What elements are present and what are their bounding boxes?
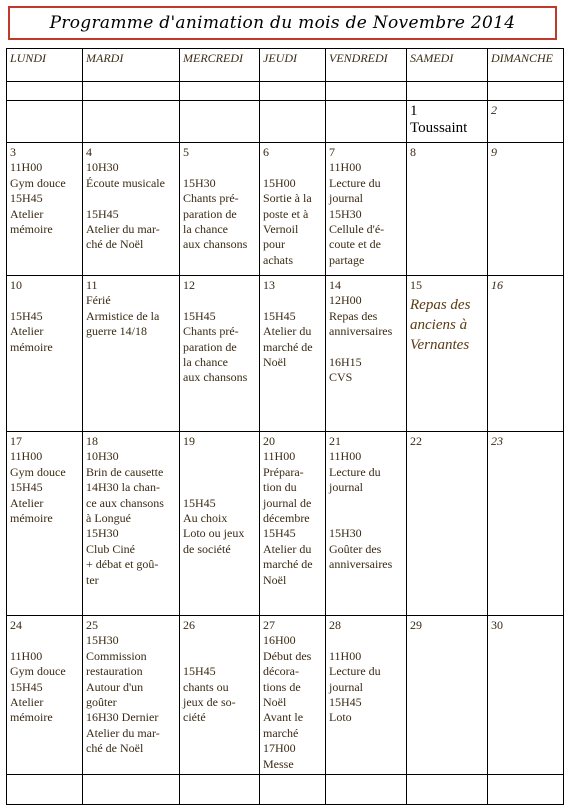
day-header-wednesday: MERCREDI xyxy=(180,49,260,82)
day-cell xyxy=(260,143,326,276)
day-cell xyxy=(488,143,564,276)
empty-cell xyxy=(180,82,260,101)
event-line: Repas des xyxy=(329,308,378,323)
empty-cell xyxy=(260,82,326,101)
day-cell xyxy=(180,432,260,616)
event-line: Atelier du xyxy=(263,541,312,556)
empty-cell xyxy=(260,775,326,805)
event-line: 11H00 xyxy=(10,449,43,464)
header-row xyxy=(7,49,564,82)
day-number: 26 xyxy=(183,618,195,632)
event-line: partage xyxy=(329,252,365,267)
event-line: Cellule d'é- xyxy=(329,222,385,237)
day-header-friday: VENDREDI xyxy=(326,49,407,82)
day-header-sunday: DIMANCHE xyxy=(488,49,564,82)
blank-line xyxy=(183,449,256,464)
event-line: 15H45 xyxy=(183,308,216,323)
day-number: 27 xyxy=(263,618,275,632)
event-line: Commission xyxy=(86,648,147,663)
day-number: 24 xyxy=(10,618,22,632)
event-line: 10H30 xyxy=(86,449,119,464)
day-number: 19 xyxy=(183,434,195,448)
blank-line xyxy=(183,633,256,648)
event-line: 15H45 xyxy=(10,308,43,323)
event-line: Club Ciné xyxy=(86,541,136,556)
event-line: Noël xyxy=(263,572,287,587)
event-line: Noël xyxy=(263,695,287,710)
calendar-table xyxy=(6,48,564,805)
holiday-label: Toussaint xyxy=(410,120,468,136)
day-header-monday: LUNDI xyxy=(7,49,83,82)
event-line: Armistice de la xyxy=(86,308,160,323)
event-line: Goûter des xyxy=(329,541,382,556)
event-line: ce aux chansons xyxy=(86,495,164,510)
event-line: 15H45 xyxy=(86,206,119,221)
event-line: Noël xyxy=(263,355,287,370)
event-line: Loto ou jeux xyxy=(183,526,245,541)
empty-cell xyxy=(7,775,83,805)
event-line: anniversaires xyxy=(329,557,393,572)
event-line: + débat et goû- xyxy=(86,557,159,572)
event-line: Atelier xyxy=(10,324,44,339)
event-line: Autour d'un xyxy=(86,679,144,694)
day-number: 16 xyxy=(491,278,503,292)
event-line: achats xyxy=(263,252,293,267)
event-line: 11H00 xyxy=(263,449,296,464)
day-header-thursday: JEUDI xyxy=(260,49,326,82)
event-line: marché de xyxy=(263,557,313,572)
event-line: journal de xyxy=(263,495,312,510)
event-line: 15H45 xyxy=(263,526,296,541)
day-cell xyxy=(83,432,180,616)
event-line: 15H45 xyxy=(10,191,43,206)
blank-line xyxy=(329,496,403,511)
event-line: Atelier xyxy=(10,495,44,510)
day-number: 8 xyxy=(410,145,416,159)
event-line: mémoire xyxy=(10,511,53,526)
event-line: journal xyxy=(329,480,363,495)
event-line: marché xyxy=(263,725,299,740)
event-line: mémoire xyxy=(10,339,53,354)
day-cell xyxy=(488,432,564,616)
event-line: 17H00 xyxy=(263,741,296,756)
event-text: Repas des anciens à Vernantes xyxy=(410,297,471,354)
event-line: 10H30 xyxy=(86,160,119,175)
empty-cell xyxy=(7,82,83,101)
event-line: 15H30 xyxy=(86,633,119,648)
event-line: Atelier du mar- xyxy=(86,222,160,237)
day-cell xyxy=(260,276,326,432)
event-line: Gym douce xyxy=(10,175,66,190)
day-cell xyxy=(260,432,326,616)
event-line: 15H45 xyxy=(329,695,362,710)
day-number: 11 xyxy=(86,278,98,292)
event-line: Gym douce xyxy=(10,664,66,679)
event-line: Sortie à la xyxy=(263,191,312,206)
blank-line xyxy=(263,293,322,308)
event-line: la chance xyxy=(183,355,228,370)
event-line: 11H00 xyxy=(329,449,362,464)
day-cell-1 xyxy=(407,101,488,143)
event-line: mémoire xyxy=(10,710,53,725)
event-line: paration de xyxy=(183,339,237,354)
event-line: Chants pré- xyxy=(183,191,239,206)
day-cell xyxy=(7,616,83,775)
day-number: 9 xyxy=(491,145,497,159)
day-cell-2 xyxy=(488,101,564,143)
day-cell xyxy=(407,432,488,616)
event-line: poste et à xyxy=(263,206,309,221)
day-cell xyxy=(180,143,260,276)
event-line: 15H45 xyxy=(263,308,296,323)
day-number: 7 xyxy=(329,145,335,159)
event-line: jeux de so- xyxy=(183,695,236,709)
event-line: 15H00 xyxy=(263,175,296,190)
event-line: journal xyxy=(329,191,363,206)
event-line: 16H15 xyxy=(329,355,362,370)
day-cell xyxy=(326,276,407,432)
day-number: 14 xyxy=(329,278,341,292)
empty-cell xyxy=(326,775,407,805)
day-cell-15 xyxy=(407,276,488,432)
event-line: Prépara- xyxy=(263,464,304,479)
event-line: 11H00 xyxy=(10,160,43,175)
blank-line xyxy=(329,633,403,648)
empty-cell xyxy=(83,82,180,101)
event-line: Férié xyxy=(86,293,111,308)
event-line: marché de xyxy=(263,339,313,354)
event-line: anniversaires xyxy=(329,324,393,339)
event-line: Vernoil xyxy=(263,222,299,237)
day-header-saturday: SAMEDI xyxy=(407,49,488,82)
spacer-row-bottom xyxy=(7,775,564,805)
event-line: Loto xyxy=(329,710,352,725)
event-line: la chance xyxy=(183,222,228,237)
spacer-row xyxy=(7,82,564,101)
event-line: coute et de xyxy=(329,237,381,252)
event-line: Messe xyxy=(263,756,294,771)
event-line: Chants pré- xyxy=(183,324,239,339)
event-line: Lecture du xyxy=(329,464,381,479)
empty-cell xyxy=(260,101,326,143)
event-line: aux chansons xyxy=(183,237,248,252)
event-line: 16H00 xyxy=(263,633,296,648)
event-line: CVS xyxy=(329,370,353,385)
event-line: Lecture du xyxy=(329,175,381,190)
event-line: ché de Noël xyxy=(86,237,144,252)
event-line: décora- xyxy=(263,664,299,679)
event-line: tions de xyxy=(263,679,301,694)
day-cell xyxy=(326,616,407,775)
day-cell xyxy=(83,616,180,775)
blank-line xyxy=(183,480,256,495)
day-cell xyxy=(180,276,260,432)
event-line: 14H30 la chan- xyxy=(86,480,160,495)
event-line: chants ou xyxy=(183,679,229,694)
blank-line xyxy=(183,160,256,175)
event-line: 16H30 Dernier xyxy=(86,710,159,725)
day-number: 25 xyxy=(86,618,98,632)
week-row-1 xyxy=(7,143,564,276)
day-cell xyxy=(180,616,260,775)
week-row-0 xyxy=(7,101,564,143)
event-line: 12H00 xyxy=(329,293,362,308)
empty-cell xyxy=(326,101,407,143)
day-number: 20 xyxy=(263,434,275,448)
day-number: 4 xyxy=(86,145,92,159)
event-line: aux chansons xyxy=(183,370,248,385)
week-row-4 xyxy=(7,616,564,775)
event-line: ciété xyxy=(183,710,206,725)
day-number: 1 xyxy=(410,103,418,119)
event-line: goûter xyxy=(86,695,117,710)
day-number: 12 xyxy=(183,278,195,292)
day-header-tuesday: MARDI xyxy=(83,49,180,82)
empty-cell xyxy=(7,101,83,143)
event-line: paration de xyxy=(183,206,237,221)
week-row-3 xyxy=(7,432,564,616)
day-number: 2 xyxy=(491,103,497,117)
event-line: 15H30 xyxy=(329,526,362,541)
day-number: 13 xyxy=(263,278,275,292)
blank-line xyxy=(329,340,403,355)
event-line: 11H00 xyxy=(10,648,43,663)
event-line: à Longué xyxy=(86,511,131,526)
empty-cell xyxy=(407,775,488,805)
day-number: 21 xyxy=(329,434,341,448)
day-number: 29 xyxy=(410,618,422,632)
empty-cell xyxy=(83,101,180,143)
empty-cell xyxy=(488,82,564,101)
empty-cell xyxy=(180,775,260,805)
event-line: guerre 14/18 xyxy=(86,324,147,339)
event-line: 15H45 xyxy=(10,480,43,495)
event-line: journal xyxy=(329,679,363,694)
day-number: 17 xyxy=(10,434,22,448)
day-number: 28 xyxy=(329,618,341,632)
day-cell xyxy=(326,143,407,276)
event-line: 15H30 xyxy=(183,175,216,190)
event-line: Lecture du xyxy=(329,664,381,679)
blank-line xyxy=(183,293,256,308)
day-number: 5 xyxy=(183,145,189,159)
day-cell xyxy=(260,616,326,775)
day-cell xyxy=(488,616,564,775)
event-line: 15H45 xyxy=(10,679,43,694)
blank-line xyxy=(183,465,256,480)
event-line: 15H30 xyxy=(86,526,119,541)
blank-line xyxy=(10,293,79,308)
event-line: ché de Noël xyxy=(86,741,144,756)
day-cell xyxy=(83,276,180,432)
day-number: 10 xyxy=(10,278,22,292)
empty-cell xyxy=(407,82,488,101)
blank-line xyxy=(263,160,322,175)
day-cell xyxy=(7,276,83,432)
event-line: mémoire xyxy=(10,222,53,237)
title-box xyxy=(8,6,557,40)
empty-cell xyxy=(180,101,260,143)
event-line: Atelier xyxy=(10,695,44,710)
event-line: 11H00 xyxy=(329,160,362,175)
day-cell xyxy=(407,616,488,775)
blank-line xyxy=(183,649,256,664)
event-line: restauration xyxy=(86,664,143,679)
day-number: 15 xyxy=(410,278,422,292)
event-line: 15H45 xyxy=(183,495,216,510)
event-line: 15H45 xyxy=(183,664,216,679)
event-line: décembre xyxy=(263,511,310,526)
event-line: pour xyxy=(263,237,285,252)
event-line: Avant le xyxy=(263,710,304,725)
event-line: 15H30 xyxy=(329,206,362,221)
day-number: 6 xyxy=(263,145,269,159)
event-line: Début des xyxy=(263,648,312,663)
week-row-2 xyxy=(7,276,564,432)
blank-line xyxy=(86,191,176,206)
blank-line xyxy=(10,633,79,648)
event-line: Atelier xyxy=(10,206,44,221)
empty-cell xyxy=(83,775,180,805)
day-number: 23 xyxy=(491,434,503,448)
day-number: 30 xyxy=(491,618,503,632)
event-line: Atelier du xyxy=(263,324,312,339)
event-line: de société xyxy=(183,541,231,556)
day-cell xyxy=(326,432,407,616)
day-cell xyxy=(407,143,488,276)
day-cell xyxy=(83,143,180,276)
event-line: Atelier du mar- xyxy=(86,725,160,740)
event-line: ter xyxy=(86,572,99,587)
day-number: 18 xyxy=(86,434,98,448)
day-cell xyxy=(7,143,83,276)
empty-cell xyxy=(488,775,564,805)
day-cell xyxy=(7,432,83,616)
blank-line xyxy=(329,511,403,526)
event-line: Gym douce xyxy=(10,464,66,479)
day-number: 22 xyxy=(410,434,422,448)
event-line: 11H00 xyxy=(329,648,362,663)
page-title: Programme d'animation du mois de Novembre 2014 xyxy=(49,13,516,33)
event-line: Brin de causette xyxy=(86,464,164,479)
empty-cell xyxy=(326,82,407,101)
day-number: 3 xyxy=(10,145,16,159)
day-cell xyxy=(488,276,564,432)
event-line: tion du xyxy=(263,480,297,495)
event-line: Écoute musicale xyxy=(86,175,165,190)
event-line: Au choix xyxy=(183,510,228,525)
